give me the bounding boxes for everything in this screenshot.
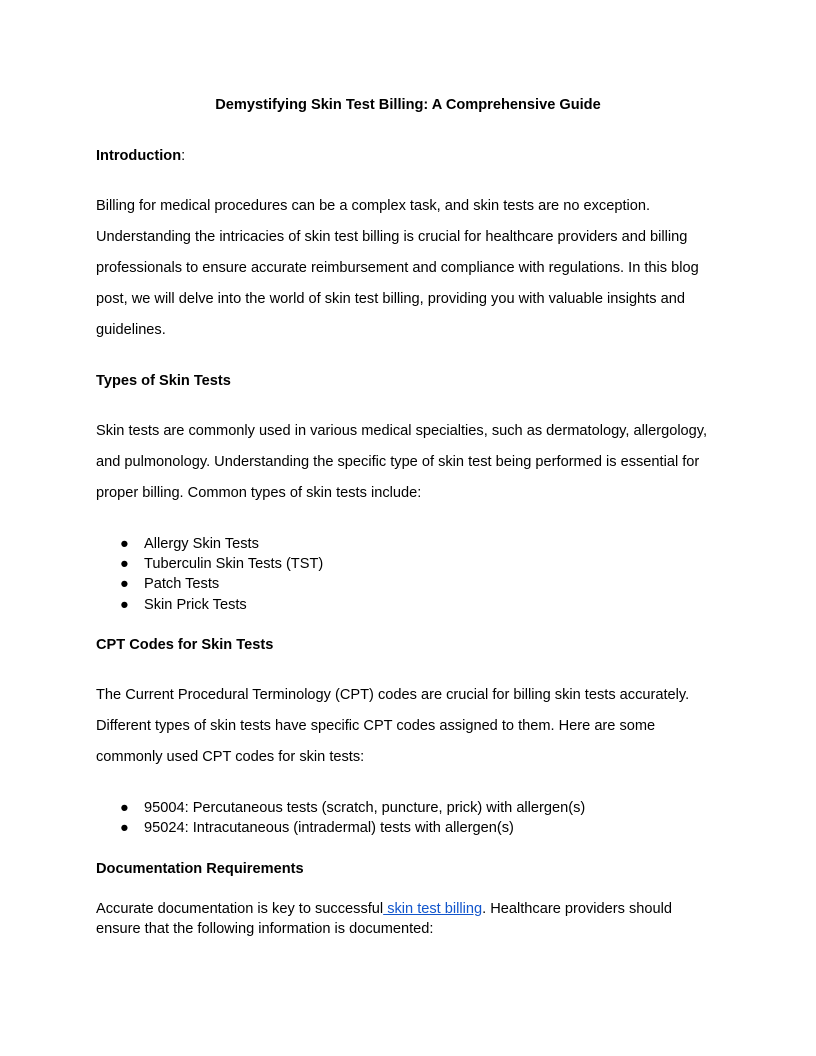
bullet-icon: ● [120,820,129,837]
bullet-icon: ● [120,556,129,573]
paragraph-line: professionals to ensure accurate reimbursement and compliance with regulations. In this blog [96,260,699,276]
skin-test-billing-link[interactable]: skin test billing [383,901,483,917]
list-item [120,574,720,594]
bullet-icon: ● [120,596,129,613]
bullet-icon: ● [120,536,129,552]
list-item-text: Patch Tests [144,576,220,593]
list-item-text: 95004: Percutaneous tests (scratch, puncture, prick) with allergen(s) [144,800,586,816]
list-item-text: Allergy Skin Tests [144,536,259,552]
paragraph-line: post, we will delve into the world of skin test billing, providing you with valuable insights and [96,291,685,307]
list-item-text: 95024: Intracutaneous (intradermal) tests with allergen(s) [144,820,514,837]
types-paragraph [96,416,720,509]
types-list [120,534,720,615]
cpt-paragraph [96,680,720,773]
paragraph-line: commonly used CPT codes for skin tests: [96,749,365,765]
paragraph-line: proper billing. Common types of skin tests include: [96,485,422,501]
list-item [120,595,720,615]
list-item [120,554,720,574]
list-item [120,534,720,554]
documentation-text-after-link: . Healthcare providers should [482,901,672,917]
documentation-heading: Documentation Requirements [96,861,304,877]
types-heading: Types of Skin Tests [96,373,231,389]
paragraph-line [96,899,720,919]
paragraph-line: and pulmonology. Understanding the specific type of skin test being performed is essential for [96,454,700,470]
paragraph-line: Billing for medical procedures can be a complex task, and skin tests are no exception. [96,198,651,214]
cpt-code-list [120,798,720,838]
introduction-heading-text: Introduction [96,148,182,164]
paragraph-line: Understanding the intricacies of skin test billing is crucial for healthcare providers and billing [96,229,688,245]
list-item-text: Tuberculin Skin Tests (TST) [144,556,324,573]
paragraph-line: Different types of skin tests have specific CPT codes assigned to them. Here are some [96,718,656,734]
list-item [120,818,720,838]
documentation-text-before-link: Accurate documentation is key to successful [96,901,384,917]
documentation-paragraph [96,899,720,939]
list-item [120,798,720,818]
introduction-heading-colon: : [181,148,186,164]
introduction-heading [96,146,185,166]
paragraph-line: The Current Procedural Terminology (CPT) codes are crucial for billing skin tests accurately. [96,687,690,703]
paragraph-line: Skin tests are commonly used in various medical specialties, such as dermatology, allergology, [96,423,708,439]
introduction-paragraph [96,191,720,346]
list-item-text: Skin Prick Tests [144,596,247,613]
document-title: Demystifying Skin Test Billing: A Comprehensive Guide [215,97,601,113]
cpt-heading: CPT Codes for Skin Tests [96,637,274,653]
paragraph-line: ensure that the following information is documented: [96,921,434,937]
paragraph-line: guidelines. [96,322,166,338]
bullet-icon: ● [120,576,129,593]
bullet-icon: ● [120,800,129,816]
